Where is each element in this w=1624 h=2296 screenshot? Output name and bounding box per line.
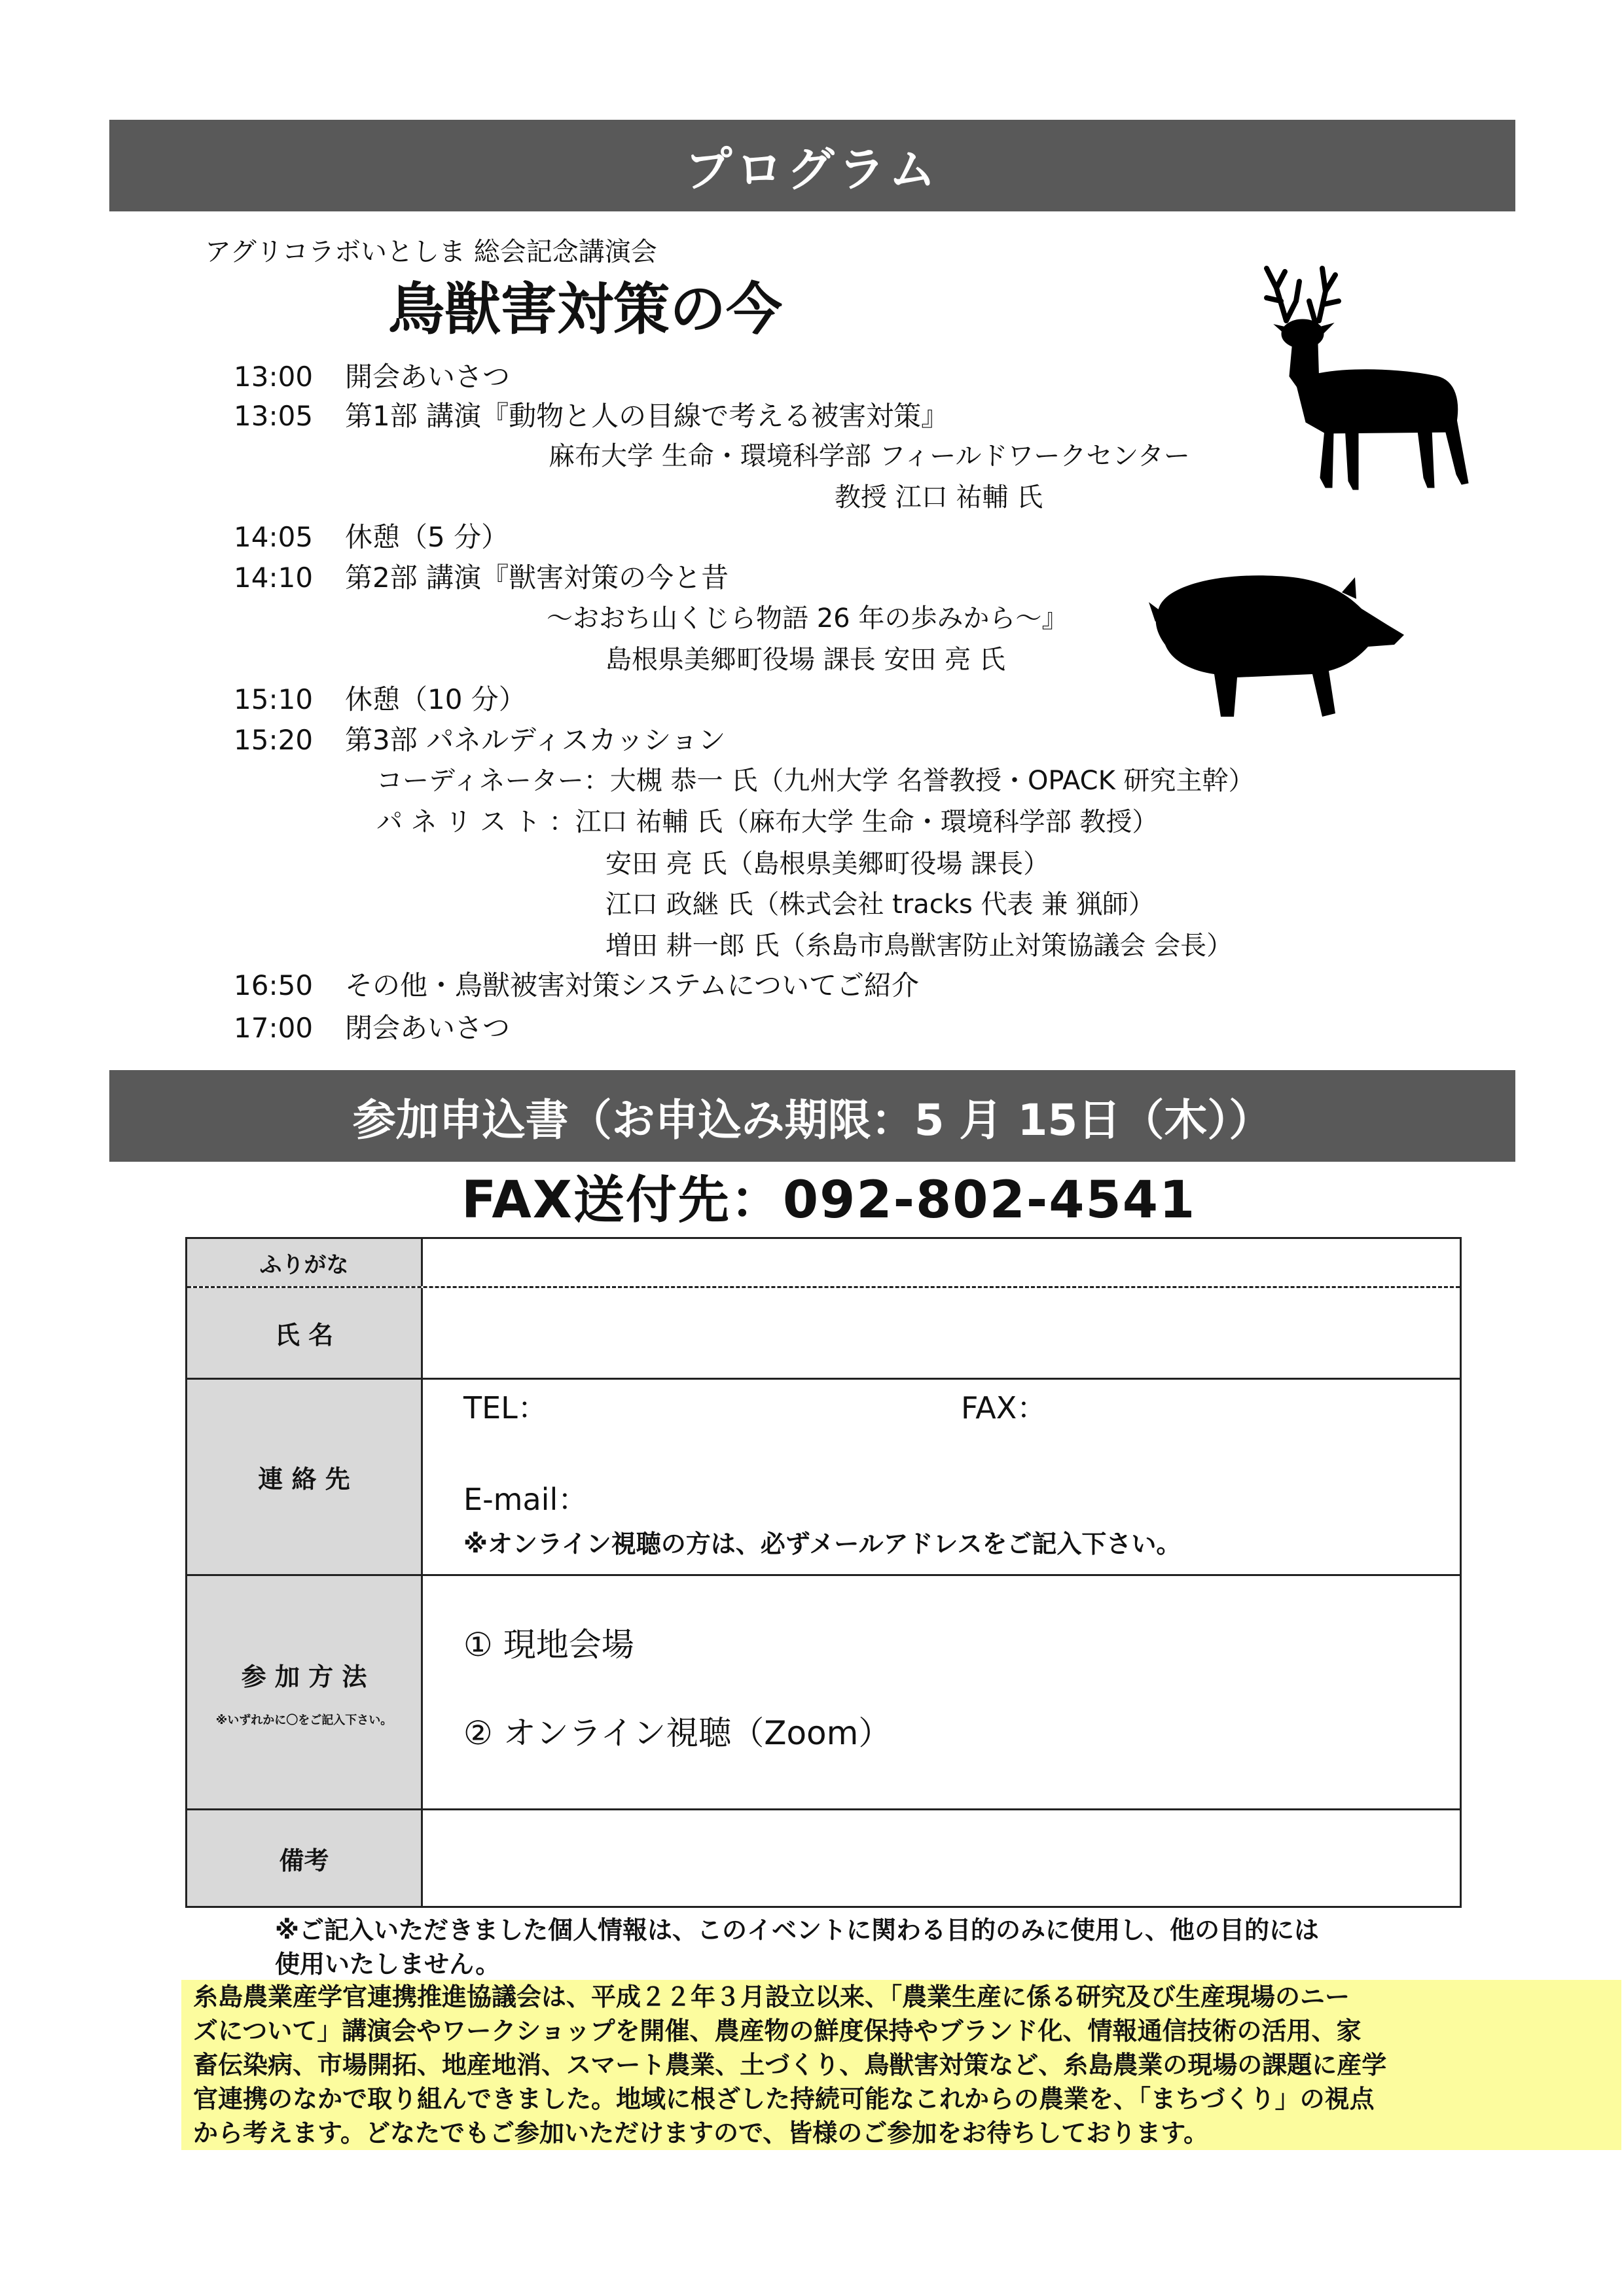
boar-illustration: [1146, 563, 1407, 726]
email-note: ※オンライン視聴の方は、必ずメールアドレスをご記入下さい。: [463, 1530, 1182, 1558]
furigana-label: ふりがな: [187, 1239, 423, 1286]
program-banner: [109, 120, 1515, 211]
furigana-input[interactable]: [421, 1239, 1460, 1286]
contact-row: [187, 1380, 1460, 1576]
panelist: 安田 亮 氏（島根県美郷町役場 課長）: [605, 849, 1050, 879]
email-field[interactable]: E-mail：: [463, 1482, 588, 1517]
lecture2-subtitle: ～おおち山くじら物語 26 年の歩みから～』: [547, 603, 1068, 634]
privacy-note-line2: 使用いたしません。: [275, 1950, 501, 1979]
fax-destination: FAX送付先：092-802-4541: [461, 1171, 1197, 1230]
method-note: ※いずれかに〇をご記入下さい。: [215, 1713, 393, 1727]
panelist: 江口 政継 氏（株式会社 tracks 代表 兼 猟師）: [605, 889, 1155, 920]
method-label: 参 加 方 法: [241, 1662, 367, 1691]
speaker1-affiliation: 麻布大学 生命・環境科学部 フィールドワークセンター: [549, 441, 1190, 471]
method-options: [421, 1576, 1460, 1808]
remarks-input[interactable]: [421, 1810, 1460, 1906]
panelist: パ ネ リ ス ト ：江口 祐輔 氏（麻布大学 生命・環境科学部 教授）: [376, 807, 1159, 837]
notice-line: 糸島農業産学官連携推進協議会は、平成２２年３月設立以来、「農業生産に係る研究及び生産現場のニー: [193, 1982, 1350, 2011]
remarks-row: [187, 1810, 1460, 1906]
option-onsite[interactable]: ① 現地会場: [463, 1626, 634, 1664]
contact-fields: [421, 1380, 1460, 1574]
name-label: 氏 名: [187, 1288, 423, 1378]
schedule-item: 15:10 休憩（10 分）: [234, 683, 526, 715]
schedule-item: 13:05 第1部 講演『動物と人の目線で考える被害対策』: [234, 400, 949, 432]
association-notice: [181, 1980, 1621, 2150]
tel-field[interactable]: TEL：: [463, 1390, 548, 1426]
method-label-cell: [187, 1576, 423, 1808]
event-title: 鳥獣害対策の今: [388, 277, 782, 342]
schedule-item: 17:00 閉会あいさつ: [234, 1012, 511, 1044]
speaker1-name: 教授 江口 祐輔 氏: [835, 482, 1043, 512]
schedule-item: 16:50 その他・鳥獣被害対策システムについてご紹介: [234, 969, 919, 1001]
coordinator: コーディネーター：大槻 恭一 氏（九州大学 名誉教授・OPACK 研究主幹）: [376, 766, 1255, 796]
application-banner: [109, 1070, 1515, 1162]
remarks-label: 備考: [187, 1810, 423, 1906]
schedule-item: 15:20 第3部 パネルディスカッション: [234, 724, 726, 756]
deer-illustration: [1260, 262, 1476, 504]
schedule-item: 14:10 第2部 講演『獣害対策の今と昔: [234, 562, 729, 594]
name-input[interactable]: [421, 1288, 1460, 1378]
fax-field[interactable]: FAX：: [961, 1390, 1047, 1426]
notice-line: 畜伝染病、市場開拓、地産地消、スマート農業、土づくり、鳥獣害対策など、糸島農業の現場の課題に産学: [193, 2051, 1387, 2079]
notice-line: から考えます。どなたでもご参加いただけますので、皆様のご参加をお待ちしております。: [193, 2119, 1209, 2147]
schedule-item: 14:05 休憩（5 分）: [234, 521, 509, 553]
application-form: [185, 1237, 1462, 1908]
event-subtitle: アグリコラボいとしま 総会記念講演会: [205, 237, 657, 267]
speaker2: 島根県美郷町役場 課長 安田 亮 氏: [605, 645, 1005, 675]
method-row: [187, 1576, 1460, 1810]
option-online[interactable]: ② オンライン視聴（Zoom）: [463, 1714, 892, 1752]
privacy-note-line1: ※ご記入いただきました個人情報は、このイベントに関わる目的のみに使用し、他の目的には: [275, 1916, 1319, 1945]
notice-line: ズについて」講演会やワークショップを開催、農産物の鮮度保持やブランド化、情報通信技術の活用、家: [193, 2017, 1362, 2045]
notice-line: 官連携のなかで取り組んできました。地域に根ざした持続可能なこれからの農業を、「まちづくり」の視点: [193, 2085, 1375, 2113]
schedule-item: 13:00 開会あいさつ: [234, 361, 511, 393]
furigana-row: [187, 1239, 1460, 1288]
panelist: 増田 耕一郎 氏（糸島市鳥獣害防止対策協議会 会長）: [605, 931, 1233, 961]
program-heading: プログラム: [685, 142, 940, 197]
contact-label: 連 絡 先: [187, 1380, 423, 1574]
name-row: [187, 1288, 1460, 1380]
application-heading: 参加申込書（お申込み期限：5 月 15日（木））: [352, 1094, 1272, 1145]
